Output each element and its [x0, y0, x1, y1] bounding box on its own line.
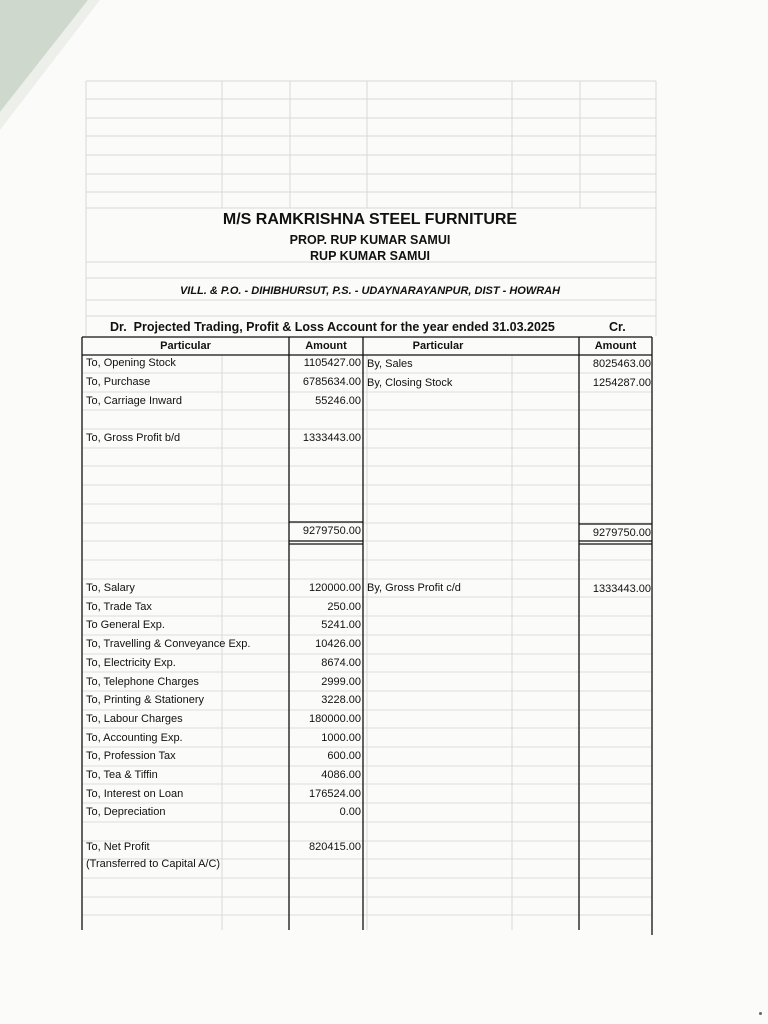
statement-title: Projected Trading, Profit & Loss Account for the year ended 31.03.2025 — [133, 320, 555, 334]
trading-credit-amount: 1254287.00 — [592, 377, 651, 389]
pl-debit-particular: To, Travelling & Conveyance Exp. — [86, 638, 251, 650]
trading-debit-amount: 1333443.00 — [302, 432, 361, 444]
pl-debit-particular: To, Depreciation — [86, 806, 166, 818]
trading-debit-amount: 6785634.00 — [302, 376, 361, 388]
pl-credit-particular: By, Gross Profit c/d — [367, 582, 461, 594]
address: VILL. & P.O. - DIHIBHURSUT, P.S. - UDAYNARAYANPUR, DIST - HOWRAH — [179, 285, 561, 297]
pl-debit-amount: 120000.00 — [309, 582, 361, 594]
pl-debit-particular: To, Telephone Charges — [86, 676, 199, 688]
pl-debit-amount: 10426.00 — [315, 638, 361, 650]
trading-debit-amount: 1105427.00 — [303, 357, 361, 369]
pl-debit-particular: To, Printing & Stationery — [86, 694, 205, 706]
pl-debit-particular: To, Interest on Loan — [86, 788, 184, 800]
pl-debit-particular: To, Trade Tax — [86, 601, 152, 613]
cr-label: Cr. — [609, 320, 626, 334]
trading-credit-amount: 8025463.00 — [592, 358, 651, 370]
pl-debit-amount: 3228.00 — [321, 694, 361, 706]
header-amount-left: Amount — [305, 340, 347, 352]
trading-debit-amount: 55246.00 — [315, 395, 361, 407]
pl-debit-amount: 0.00 — [339, 806, 361, 818]
pl-debit-particular: To General Exp. — [86, 619, 165, 631]
pl-debit-particular: To, Tea & Tiffin — [86, 769, 158, 781]
trading-total-debit: 9279750.00 — [302, 525, 361, 537]
pl-debit-amount: 176524.00 — [309, 788, 361, 800]
trading-debit-particular: To, Carriage Inward — [86, 395, 182, 407]
net-profit-label: To, Net Profit — [86, 841, 150, 853]
pl-debit-amount: 180000.00 — [309, 713, 361, 725]
pl-debit-particular: To, Electricity Exp. — [86, 657, 176, 669]
header-amount-right: Amount — [594, 340, 637, 352]
firm-name: M/S RAMKRISHNA STEEL FURNITURE — [222, 211, 518, 228]
statement-title-line — [110, 320, 555, 334]
trading-debit-particular: To, Purchase — [86, 376, 151, 388]
pl-debit-amount: 8674.00 — [321, 657, 361, 669]
trading-debit-particular: To, Gross Profit b/d — [86, 432, 181, 444]
trading-credit-particular: By, Closing Stock — [367, 377, 453, 389]
pl-debit-amount: 5241.00 — [321, 619, 361, 631]
trading-total-credit: 9279750.00 — [592, 527, 651, 539]
pl-debit-amount: 4086.00 — [321, 769, 361, 781]
net-profit-note: (Transferred to Capital A/C) — [86, 858, 221, 870]
proprietor-name: RUP KUMAR SAMUI — [310, 249, 430, 263]
net-profit-amount: 820415.00 — [309, 841, 361, 853]
pl-debit-particular: To, Accounting Exp. — [86, 732, 183, 744]
header-particular-left: Particular — [160, 340, 211, 352]
proprietor-line: PROP. RUP KUMAR SAMUI — [289, 233, 451, 247]
pl-debit-particular: To, Labour Charges — [86, 713, 183, 725]
dr-label: Dr. — [110, 320, 127, 334]
trading-credit-particular: By, Sales — [367, 358, 413, 370]
trading-debit-particular: To, Opening Stock — [86, 357, 176, 369]
scan-speck — [759, 1012, 762, 1015]
header-particular-right: Particular — [412, 340, 464, 352]
pl-debit-amount: 250.00 — [327, 601, 361, 613]
pl-credit-amount: 1333443.00 — [592, 583, 651, 595]
pl-debit-amount: 1000.00 — [321, 732, 361, 744]
pl-debit-particular: To, Profession Tax — [86, 750, 176, 762]
pl-debit-particular: To, Salary — [86, 582, 135, 594]
pl-debit-amount: 600.00 — [327, 750, 361, 762]
pl-debit-amount: 2999.00 — [321, 676, 361, 688]
